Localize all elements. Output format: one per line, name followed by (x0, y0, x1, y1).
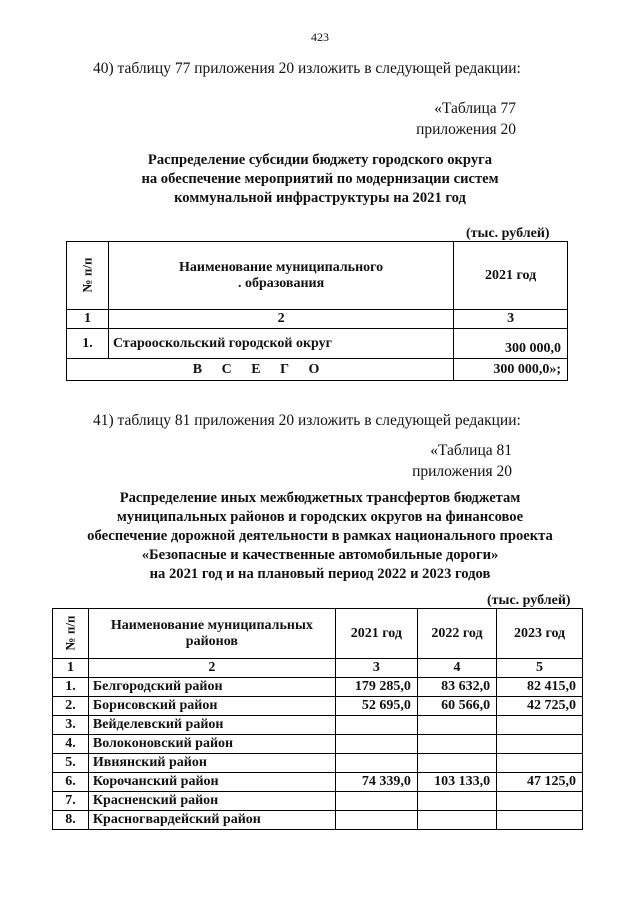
row-name: Корочанский район (88, 773, 335, 792)
table-81-unit: (тыс. рублей) (487, 593, 571, 608)
row-value-2023 (497, 716, 583, 735)
item-40-text: 40) таблицу 77 приложения 20 изложить в следующей редакции: (93, 60, 521, 77)
row-value-2022 (417, 792, 496, 811)
table-row (53, 697, 583, 716)
row-value-2021: 300 000,0 (454, 329, 568, 359)
row-value-2021 (335, 792, 417, 811)
table-77 (66, 241, 568, 381)
row-value-2023: 42 725,0 (497, 697, 583, 716)
table-81-heading-line4: «Безопасные и качественные автомобильные дороги» (141, 547, 499, 563)
table-77-caption-line1: «Таблица 77 (434, 100, 516, 117)
table-77-heading-line2: на обеспечение мероприятий по модернизации систем (141, 171, 499, 187)
row-num: 6. (53, 773, 89, 792)
table-row (53, 754, 583, 773)
row-value-2022: 83 632,0 (417, 678, 496, 697)
row-num: 1. (53, 678, 89, 697)
header-name-line2: районов (185, 633, 238, 649)
table-row (53, 811, 583, 830)
table-81-header-row (53, 609, 583, 659)
row-num: 7. (53, 792, 89, 811)
row-num: 3. (53, 716, 89, 735)
row-value-2022 (417, 716, 496, 735)
header-name-cell (88, 609, 335, 659)
header-2023: 2023 год (497, 609, 583, 659)
row-name: Вейделевский район (88, 716, 335, 735)
row-name: Волоконовский район (88, 735, 335, 754)
index-cell: 2 (88, 659, 335, 678)
total-value: 300 000,0»; (454, 359, 568, 381)
table-row (53, 678, 583, 697)
item-41-text: 41) таблицу 81 приложения 20 изложить в следующей редакции: (93, 412, 521, 429)
row-value-2023 (497, 811, 583, 830)
row-value-2021 (335, 716, 417, 735)
index-cell: 4 (417, 659, 496, 678)
table-77-heading-line1: Распределение субсидии бюджету городского округа (147, 152, 493, 168)
row-value-2022: 60 566,0 (417, 697, 496, 716)
table-77-caption (416, 98, 516, 140)
row-name: Ивнянский район (88, 754, 335, 773)
header-2022: 2022 год (417, 609, 496, 659)
table-row (53, 735, 583, 754)
table-77-unit: (тыс. рублей) (466, 226, 550, 241)
table-row (53, 773, 583, 792)
table-77-header-row (67, 242, 568, 310)
row-value-2021: 52 695,0 (335, 697, 417, 716)
table-81-caption (412, 440, 512, 482)
table-81-heading-line5: на 2021 год и на плановый период 2022 и 2023 годов (149, 566, 491, 582)
row-num: 1. (67, 329, 109, 359)
row-name: Красногвардейский район (88, 811, 335, 830)
row-value-2022: 103 133,0 (417, 773, 496, 792)
header-name-line1: Наименование муниципального (179, 259, 384, 275)
row-name: Старооскольский городской округ (108, 329, 453, 359)
table-77-heading-line3: коммунальной инфраструктуры на 2021 год (174, 190, 466, 206)
row-value-2023: 47 125,0 (497, 773, 583, 792)
table-81-heading-line3: обеспечение дорожной деятельности в рамках национального проекта (87, 528, 553, 544)
header-2021: 2021 год (335, 609, 417, 659)
table-row (53, 716, 583, 735)
table-81-caption-line1: «Таблица 81 (430, 442, 512, 459)
row-value-2023: 82 415,0 (497, 678, 583, 697)
table-81-heading-line1: Распределение иных межбюджетных трансфертов бюджетам (119, 490, 521, 506)
header-num-cell (53, 609, 89, 659)
table-81 (52, 608, 583, 830)
row-value-2022 (417, 735, 496, 754)
index-cell: 3 (454, 310, 568, 329)
header-year: 2021 год (454, 242, 568, 310)
header-name-line2: . образования (237, 275, 325, 291)
header-num-cell (67, 242, 109, 310)
header-num: № п/п (79, 257, 95, 293)
row-name: Красненский район (88, 792, 335, 811)
header-name-line1: Наименование муниципальных (110, 617, 313, 633)
row-value-2021: 74 339,0 (335, 773, 417, 792)
row-value-2021 (335, 735, 417, 754)
row-value-2021 (335, 754, 417, 773)
table-77-index-row (67, 310, 568, 329)
table-row (53, 792, 583, 811)
row-name: Борисовский район (88, 697, 335, 716)
table-81-caption-line2: приложения 20 (412, 463, 512, 480)
index-cell: 5 (497, 659, 583, 678)
header-name-cell (108, 242, 453, 310)
header-num: № п/п (62, 615, 78, 651)
row-value-2023 (497, 792, 583, 811)
table-77-caption-line2: приложения 20 (416, 121, 516, 138)
table-81-heading-line2: муниципальных районов и городских округов на финансовое (116, 509, 524, 525)
row-value-2021 (335, 811, 417, 830)
table-77-total-row (67, 359, 568, 381)
row-num: 5. (53, 754, 89, 773)
total-label: В С Е Г О (67, 359, 454, 381)
row-num: 8. (53, 811, 89, 830)
row-value-2023 (497, 754, 583, 773)
index-cell: 1 (67, 310, 109, 329)
index-cell: 3 (335, 659, 417, 678)
row-value-2022 (417, 754, 496, 773)
table-row (67, 329, 568, 359)
row-value-2023 (497, 735, 583, 754)
page-number: 423 (311, 30, 329, 44)
table-81-index-row (53, 659, 583, 678)
index-cell: 2 (108, 310, 453, 329)
row-value-2022 (417, 811, 496, 830)
row-name: Белгородский район (88, 678, 335, 697)
table-81-heading (0, 489, 640, 584)
row-num: 4. (53, 735, 89, 754)
row-num: 2. (53, 697, 89, 716)
index-cell: 1 (53, 659, 89, 678)
table-77-heading (0, 151, 640, 208)
row-value-2021: 179 285,0 (335, 678, 417, 697)
